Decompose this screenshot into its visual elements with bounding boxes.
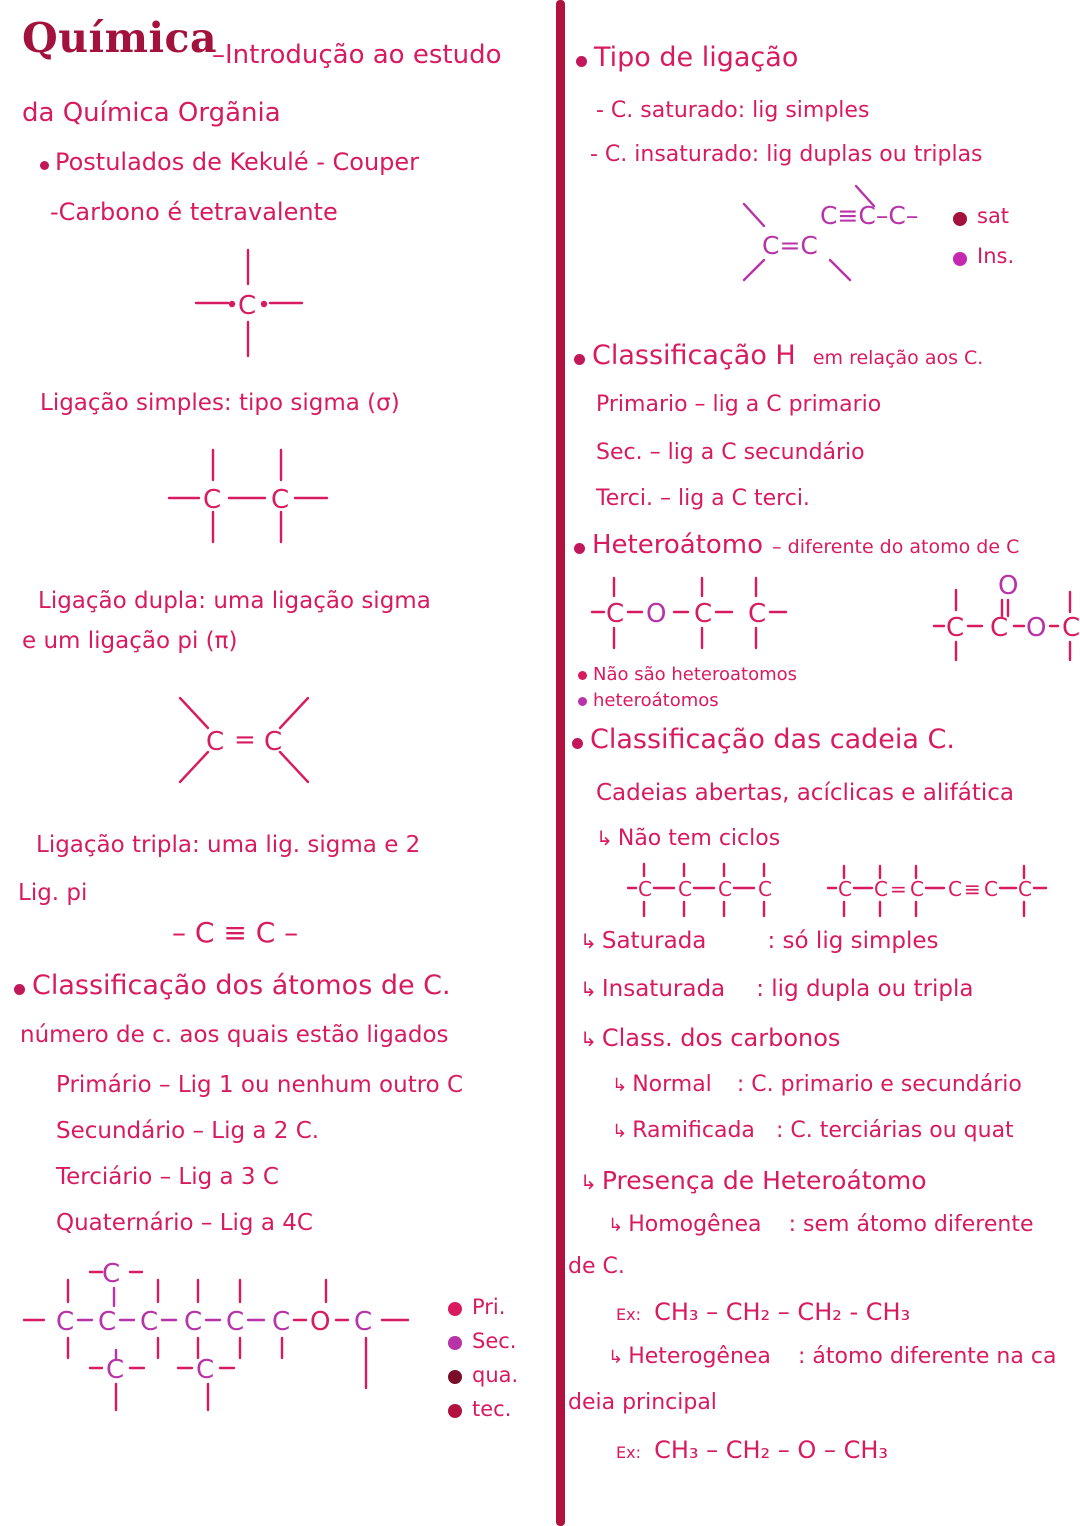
svg-text:C: C — [948, 877, 962, 901]
svg-text:C: C — [758, 877, 772, 901]
svg-text:C: C — [694, 599, 713, 629]
svg-text:C: C — [354, 1307, 373, 1337]
bond-type-item-saturado: - C. saturado: lig simples — [596, 98, 870, 123]
legend-dot-tec — [448, 1404, 462, 1418]
carbonyl-oxygen: O — [998, 571, 1019, 601]
carbon-sub-item-ramificada: ↳ Ramificada : C. terciárias ou quat — [612, 1118, 1014, 1143]
carbon-chain-diagram — [18, 1258, 438, 1418]
double-fragment-label: C=C — [762, 231, 818, 260]
heterogenea-example: Ex: CH₃ – CH₂ – O – CH₃ — [616, 1436, 889, 1464]
legend-label-tec: tec. — [472, 1397, 512, 1421]
svg-text:C: C — [606, 599, 625, 629]
bullet-icon — [40, 161, 49, 170]
homogenea-line: ↳ Homogênea : sem átomo diferente — [608, 1212, 1034, 1237]
triple-fragment-label: C≡C–C– — [820, 201, 919, 230]
carbon-classification-sub: número de c. aos quais estão ligados — [20, 1022, 449, 1048]
legend-label-sec: Sec. — [472, 1329, 517, 1353]
bullet-icon — [14, 984, 25, 995]
single-bond-diagram — [165, 440, 385, 550]
arrow-item-insaturada: ↳ Insaturada : lig dupla ou tripla — [580, 976, 974, 1002]
legend-label-ins: Ins. — [977, 244, 1015, 268]
bond-type-diagram — [678, 182, 998, 292]
h-classification-heading: Classificação H em relação aos C. — [574, 340, 983, 371]
legend-label-pri: Pri. — [472, 1295, 506, 1319]
h-class-item-secundario: Sec. – lig a C secundário — [596, 440, 865, 465]
arrow-icon: ↳ — [580, 977, 597, 1001]
title-subtitle-line2: da Química Orgãnia — [22, 98, 281, 128]
tetravalent-carbon-diagram — [180, 248, 380, 358]
svg-text:C: C — [718, 877, 732, 901]
page-title: Química — [22, 14, 218, 62]
arrow-icon: ↳ — [580, 929, 597, 953]
double-bond-text-2: e um ligação pi (π) — [22, 628, 238, 654]
arrow-icon: ↳ — [596, 826, 613, 850]
legend-dot-sec — [448, 1336, 462, 1350]
svg-text:C: C — [184, 1307, 203, 1337]
heteroatom-subtext: – diferente do atomo de C — [772, 536, 1020, 558]
bond-type-heading: Tipo de ligação — [576, 42, 798, 73]
example-label: Ex: — [616, 1305, 641, 1324]
bond-type-item-insaturado: - C. insaturado: lig duplas ou triplas — [590, 142, 983, 167]
svg-text:C: C — [226, 1307, 245, 1337]
arrow-icon: ↳ — [580, 1027, 597, 1051]
heterogenea-line: ↳ Heterogênea : átomo diferente na ca — [608, 1344, 1057, 1369]
h-class-item-primario: Primario – lig a C primario — [596, 392, 882, 417]
homogenea-continuation: de C. — [568, 1254, 625, 1279]
svg-text:C: C — [748, 599, 767, 629]
hetero-note-2: heteroátomos — [578, 690, 719, 711]
h-class-item-terciario: Terci. – lig a C terci. — [596, 486, 810, 511]
title-subtitle-line1: –Introdução ao estudo — [212, 40, 502, 70]
chain-top-carbon: C — [102, 1259, 121, 1289]
heteroatom-chain-diagram — [590, 576, 890, 656]
legend-dot-ins — [953, 252, 967, 266]
chain-bottom-carbon-1: C — [106, 1355, 125, 1385]
svg-text:C: C — [98, 1307, 117, 1337]
bullet-icon — [572, 738, 583, 749]
legend-dot-pri — [448, 1302, 462, 1316]
triple-bond-formula: – C ≡ C – — [172, 916, 299, 949]
h-classification-subtext: em relação aos C. — [812, 347, 984, 369]
hetero-note-1: Não são heteroatomos — [578, 664, 797, 685]
arrow-icon: ↳ — [608, 1347, 624, 1368]
svg-text:C: C — [838, 877, 852, 901]
chain-class-line: Cadeias abertas, acíclicas e alifática — [596, 780, 1014, 806]
double-bond-text-1: Ligação dupla: uma ligação sigma — [38, 588, 431, 614]
double-bond-diagram — [150, 690, 350, 800]
svg-text:C: C — [678, 877, 692, 901]
class-item-terciario: Terciário – Lig a 3 C — [56, 1164, 279, 1190]
svg-text:≡: ≡ — [964, 877, 981, 901]
arrow-item-class-carbonos: ↳ Class. dos carbonos — [580, 1024, 841, 1052]
column-divider — [556, 0, 565, 1526]
kekule-item: -Carbono é tetravalente — [50, 198, 338, 226]
arrow-icon: ↳ — [580, 1170, 597, 1194]
bullet-icon — [578, 697, 587, 706]
bullet-icon — [576, 56, 587, 67]
svg-text:C: C — [203, 485, 222, 515]
svg-text:C: C — [946, 613, 965, 643]
svg-text:C: C — [206, 727, 225, 757]
svg-text:O: O — [310, 1307, 331, 1337]
class-item-quaternario: Quaternário – Lig a 4C — [56, 1210, 313, 1236]
svg-text:=: = — [890, 877, 907, 901]
svg-text:C: C — [1018, 877, 1032, 901]
svg-text:C: C — [638, 877, 652, 901]
open-chain-examples-diagram — [628, 858, 1078, 920]
arrow-icon: ↳ — [612, 1075, 628, 1096]
bullet-icon — [578, 671, 587, 680]
svg-text:C: C — [1062, 613, 1080, 643]
svg-text:C: C — [874, 877, 888, 901]
svg-text:C: C — [271, 485, 290, 515]
arrow-icon: ↳ — [608, 1215, 624, 1236]
svg-text:C: C — [990, 613, 1009, 643]
triple-bond-text-2: Lig. pi — [18, 880, 88, 906]
chain-bottom-carbon-2: C — [196, 1355, 215, 1385]
carbon-sub-item-normal: ↳ Normal : C. primario e secundário — [612, 1072, 1022, 1097]
legend-label-sat: sat — [977, 204, 1010, 228]
heterogenea-continuation: deia principal — [568, 1390, 717, 1415]
svg-text:C: C — [56, 1307, 75, 1337]
svg-text:O: O — [1026, 613, 1047, 643]
svg-text:=: = — [234, 725, 256, 755]
svg-text:C: C — [272, 1307, 291, 1337]
legend-label-qua: qua. — [472, 1363, 519, 1387]
chain-classification-heading: Classificação das cadeia C. — [572, 724, 955, 755]
carbonyl-chain-diagram — [920, 572, 1080, 662]
carbon-label: C — [238, 291, 257, 321]
svg-text:C: C — [910, 877, 924, 901]
legend-dot-sat — [953, 212, 967, 226]
arrow-item-saturada: ↳ Saturada : só lig simples — [580, 928, 939, 954]
svg-text:C: C — [264, 727, 283, 757]
triple-bond-text-1: Ligação tripla: uma lig. sigma e 2 — [36, 832, 421, 858]
kekule-heading: Postulados de Kekulé - Couper — [40, 148, 419, 176]
svg-text:C: C — [984, 877, 998, 901]
svg-text:O: O — [646, 599, 667, 629]
bullet-icon — [574, 354, 585, 365]
carbon-classification-heading: Classificação dos átomos de C. — [14, 970, 451, 1001]
hetero-presence-line: ↳ Presença de Heteroátomo — [580, 1166, 927, 1195]
legend-dot-qua — [448, 1370, 462, 1384]
arrow-icon: ↳ — [612, 1121, 628, 1142]
no-cycles-line: ↳ Não tem ciclos — [596, 826, 781, 851]
class-item-primario: Primário – Lig 1 ou nenhum outro C — [56, 1072, 464, 1098]
bullet-icon — [574, 543, 585, 554]
homogenea-example: Ex: CH₃ – CH₂ – CH₂ - CH₃ — [616, 1298, 911, 1326]
svg-text:C: C — [140, 1307, 159, 1337]
class-item-secundario: Secundário – Lig a 2 C. — [56, 1118, 320, 1144]
example-label: Ex: — [616, 1443, 641, 1462]
sigma-bond-text: Ligação simples: tipo sigma (σ) — [40, 390, 400, 416]
heteroatom-heading: Heteroátomo – diferente do atomo de C — [574, 530, 1019, 560]
